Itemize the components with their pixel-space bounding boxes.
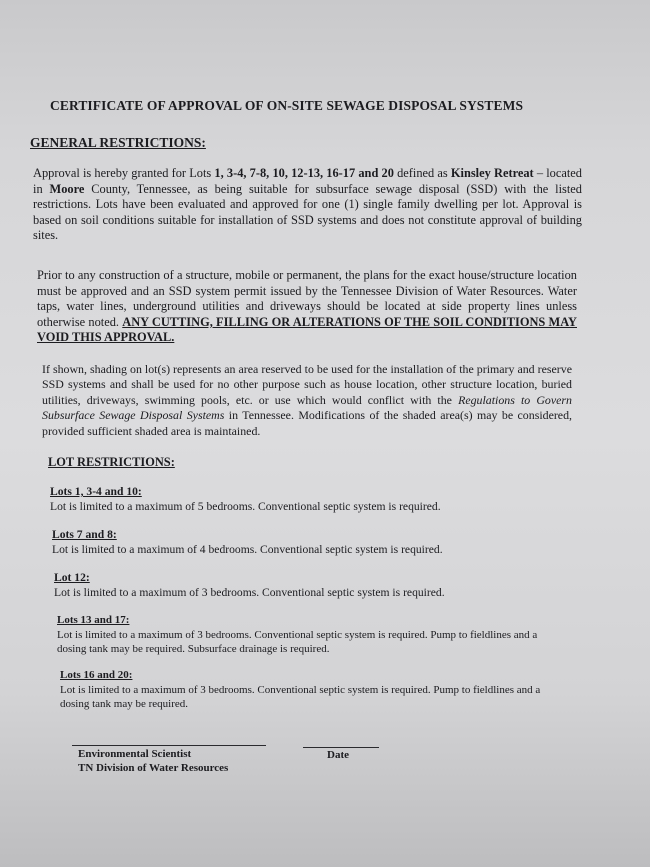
signature-line <box>72 745 266 746</box>
date-label: Date <box>327 749 349 761</box>
lot-heading: Lots 16 and 20: <box>60 669 133 681</box>
lot-text: Lot is limited to a maximum of 3 bedrooms. Conventional septic system is required. Pump to fieldlines and a dosing tank may be required. Subsurface drainage is required. <box>57 628 538 655</box>
construction-text: Prior to any construction of a structure, mobile or permanent, the plans for the exact house/structure location must be approved and an SSD system permit issued by the Tennessee Division of Water Resources. Water taps, water lines, underground utilities and driveways should be located at side property lines unless otherwise noted. <box>37 268 577 329</box>
approved-lots: 1, 3-4, 7-8, 10, 12-13, 16-17 and 20 <box>214 166 394 180</box>
regulations-title: Regulations to Govern Subsurface Sewage Disposal Systems <box>42 392 572 423</box>
lot-heading: Lots 7 and 8: <box>52 528 117 541</box>
county-name: Moore <box>49 181 85 196</box>
signature-block <box>78 747 228 775</box>
approval-paragraph <box>33 166 582 244</box>
lot-heading: Lot 12: <box>54 571 90 584</box>
date-line <box>303 747 379 748</box>
lot-restriction-item <box>57 613 552 657</box>
lot-restrictions-heading: LOT RESTRICTIONS: <box>48 455 175 469</box>
approval-text-b: defined as <box>393 166 451 180</box>
lot-text: Lot is limited to a maximum of 3 bedrooms. Conventional septic system is required. <box>54 585 445 599</box>
signer-title: Environmental Scientist <box>78 748 192 760</box>
lot-restriction-item <box>52 528 552 557</box>
lot-heading: Lots 13 and 17: <box>57 614 130 626</box>
soil-warning: ANY CUTTING, FILLING OR ALTERATIONS OF THE SOIL CONDITIONS MAY VOID THIS APPROVAL. <box>37 314 577 345</box>
lot-restriction-item <box>50 485 550 514</box>
subdivision-name: Kinsley Retreat <box>450 166 534 180</box>
general-restrictions-heading: GENERAL RESTRICTIONS: <box>30 135 206 150</box>
lot-text: Lot is limited to a maximum of 3 bedrooms. Conventional septic system is required. Pump to fieldlines and a dosing tank may be required. <box>60 683 541 710</box>
shading-text-a: If shown, shading on lot(s) represents an area reserved to be used for the installation of the primary and reserve SSD systems and shall be used for no other purpose such as house location, other structure location, buried utilities, driveways, swimming pools, etc. or use which would conflict with the <box>42 362 572 407</box>
shading-paragraph <box>42 362 572 439</box>
approval-text-d: County, Tennessee, as being suitable for subsurface sewage disposal (SSD) with the listed restrictions. Lots have been evaluated and approved for one (1) single family dwelling per lot. Approval is based on soil conditions suitable for installation of SSD systems and does not constitute approval of building sites. <box>33 181 582 243</box>
lot-restriction-item <box>60 668 552 712</box>
signer-organization: TN Division of Water Resources <box>78 762 229 774</box>
approval-text-a: Approval is hereby granted for Lots <box>33 166 215 180</box>
construction-paragraph <box>37 268 577 346</box>
approval-text-c: – located in <box>33 166 582 196</box>
lot-text: Lot is limited to a maximum of 4 bedrooms. Conventional septic system is required. <box>52 542 443 556</box>
shading-text-b: in Tennessee. Modifications of the shaded area(s) may be considered, provided sufficient shaded area is maintained. <box>42 408 572 438</box>
lot-restriction-item <box>54 571 554 600</box>
lot-heading: Lots 1, 3-4 and 10: <box>50 485 142 498</box>
lot-text: Lot is limited to a maximum of 5 bedrooms. Conventional septic system is required. <box>50 499 441 513</box>
document-title: CERTIFICATE OF APPROVAL OF ON-SITE SEWAGE DISPOSAL SYSTEMS <box>50 98 524 113</box>
